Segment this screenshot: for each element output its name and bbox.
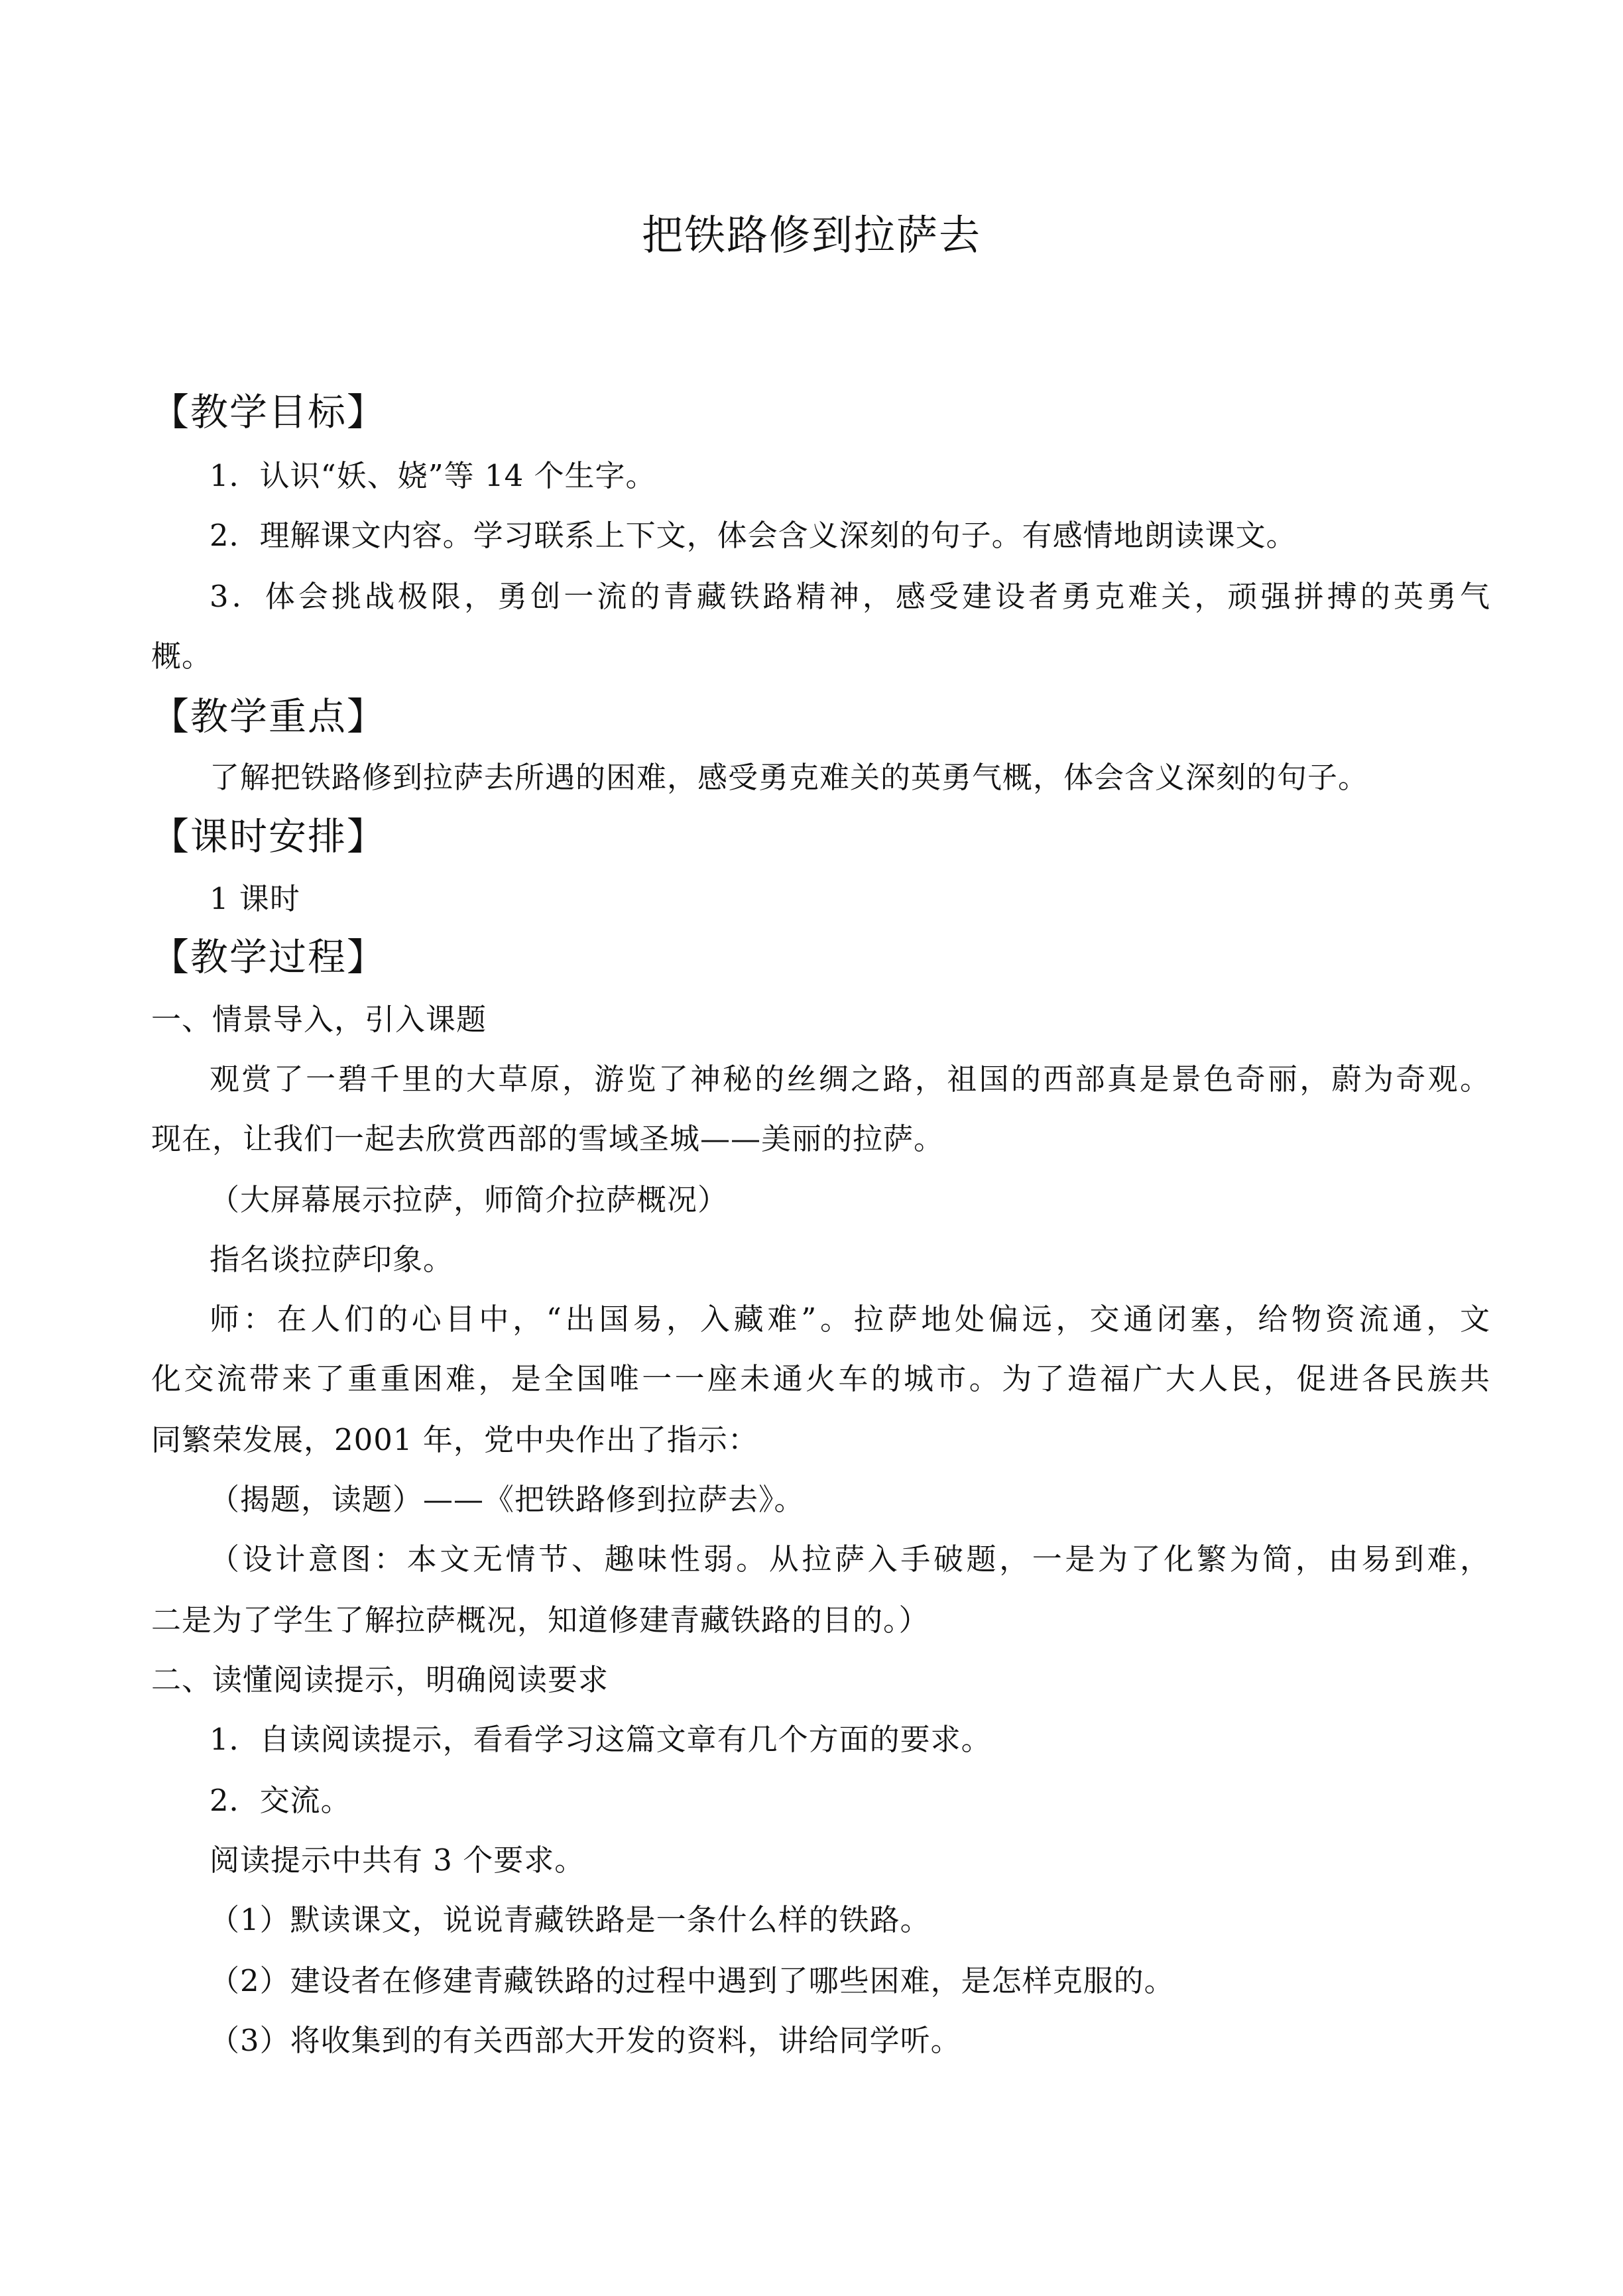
part-1-paragraph-2: （大屏幕展示拉萨，师简介拉萨概况） — [210, 1182, 729, 1217]
part-2-requirement-2: （2）建设者在修建青藏铁路的过程中遇到了哪些困难，是怎样克服的。 — [210, 1963, 1175, 1998]
objective-item-3-line-1: 3．体会挑战极限，勇创一流的青藏铁路精神，感受建设者勇克难关，顽强拼搏的英勇气 — [210, 579, 1490, 614]
part-2-requirement-3: （3）将收集到的有关西部大开发的资料，讲给同学听。 — [210, 2023, 961, 2058]
part-1-paragraph-4-line-1: 师：在人们的心目中，“出国易，入藏难”。拉萨地处偏远，交通闭塞，给物资流通，文 — [210, 1301, 1490, 1337]
part-1-paragraph-6-line-1: （设计意图：本文无情节、趣味性弱。从拉萨入手破题，一是为了化繁为简，由易到难， — [210, 1541, 1490, 1577]
key-points-text: 了解把铁路修到拉萨去所遇的困难，感受勇克难关的英勇气概，体会含义深刻的句子。 — [210, 760, 1369, 795]
objective-item-1: 1．认识“妖、娆”等 14 个生字。 — [210, 458, 656, 493]
objective-item-3-line-2: 概。 — [151, 638, 213, 674]
key-points-heading: 【教学重点】 — [151, 695, 386, 739]
schedule-text: 1 课时 — [210, 881, 300, 916]
objectives-heading: 【教学目标】 — [151, 391, 386, 434]
schedule-heading: 【课时安排】 — [151, 815, 386, 859]
part-2-summary: 阅读提示中共有 3 个要求。 — [210, 1843, 585, 1878]
process-heading: 【教学过程】 — [151, 936, 386, 979]
part-1-paragraph-6-line-2: 二是为了学生了解拉萨概况，知道修建青藏铁路的目的。） — [151, 1602, 930, 1638]
part-2-step-1: 1．自读阅读提示，看看学习这篇文章有几个方面的要求。 — [210, 1722, 992, 1757]
part-1-title: 一、情景导入，引入课题 — [151, 1002, 487, 1037]
part-1-paragraph-3: 指名谈拉萨印象。 — [210, 1242, 454, 1277]
part-2-step-2: 2．交流。 — [210, 1783, 351, 1818]
document-title: 把铁路修到拉萨去 — [641, 211, 981, 259]
part-2-requirement-1: （1）默读课文，说说青藏铁路是一条什么样的铁路。 — [210, 1902, 931, 1937]
objective-item-2: 2．理解课文内容。学习联系上下文，体会含义深刻的句子。有感情地朗读课文。 — [210, 518, 1297, 553]
part-1-paragraph-4-line-3: 同繁荣发展，2001 年，党中央作出了指示： — [151, 1422, 758, 1457]
part-2-title: 二、读懂阅读提示，明确阅读要求 — [151, 1662, 609, 1697]
part-1-paragraph-5: （揭题，读题）——《把铁路修到拉萨去》。 — [210, 1482, 805, 1517]
part-1-paragraph-1-line-2: 现在，让我们一起去欣赏西部的雪域圣城——美丽的拉萨。 — [151, 1121, 945, 1156]
part-1-paragraph-4-line-2: 化交流带来了重重困难，是全国唯一一座未通火车的城市。为了造福广大人民，促进各民族共 — [151, 1361, 1490, 1396]
part-1-paragraph-1-line-1: 观赏了一碧千里的大草原，游览了神秘的丝绸之路，祖国的西部真是景色奇丽，蔚为奇观。 — [210, 1061, 1490, 1097]
